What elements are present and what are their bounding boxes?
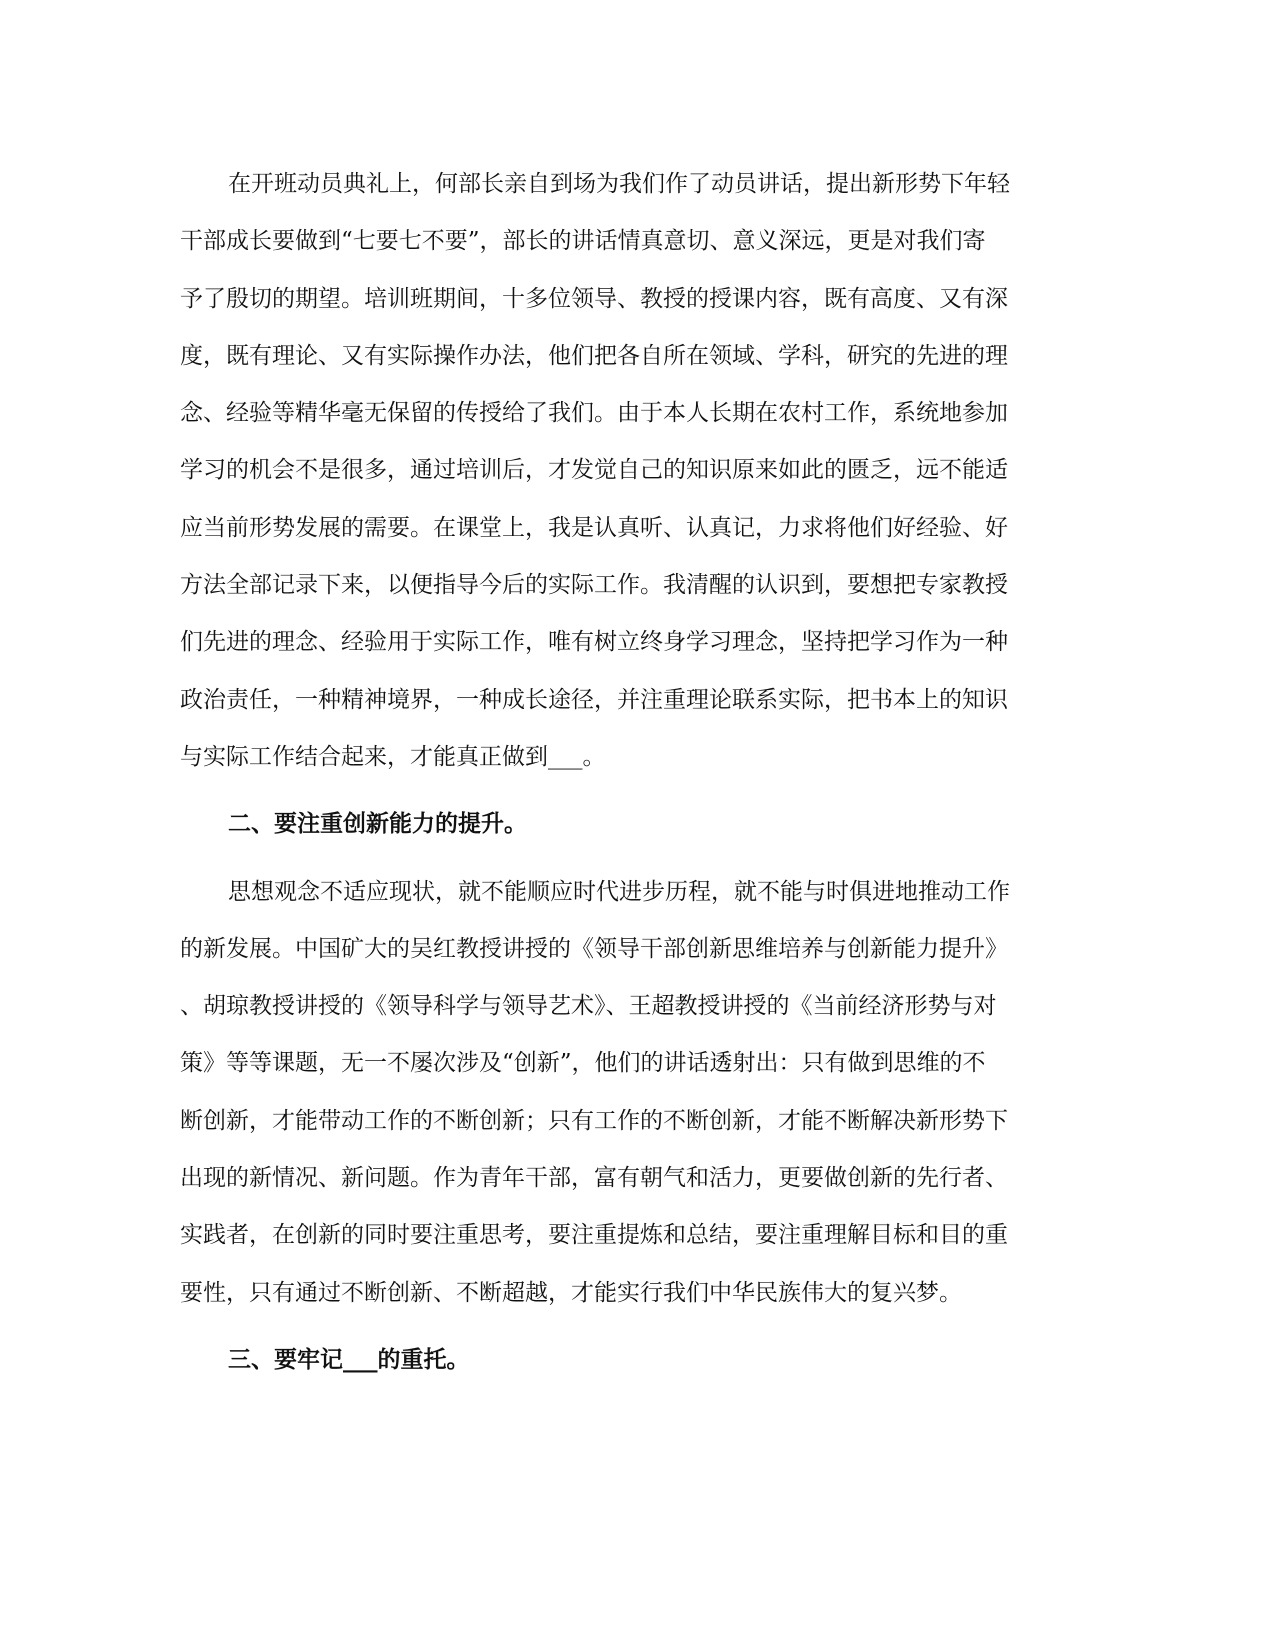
text-line: 思想观念不适应现状，就不能顺应时代进步历程，就不能与时俱进地推动工作 — [228, 878, 1010, 905]
text-line: 们先进的理念、经验用于实际工作，唯有树立终身学习理念，坚持把学习作为一种 — [180, 629, 1008, 656]
text-line: 断创新，才能带动工作的不断创新；只有工作的不断创新，才能不断解决新形势下 — [180, 1107, 1008, 1134]
text-line: 学习的机会不是很多，通过培训后，才发觉自己的知识原来如此的匮乏，远不能适 — [180, 457, 1008, 484]
text-line: 出现的新情况、新问题。作为青年干部，富有朝气和活力，更要做创新的先行者、 — [180, 1165, 1008, 1192]
text-line: 要性，只有通过不断创新、不断超越，才能实行我们中华民族伟大的复兴梦。 — [180, 1279, 962, 1306]
text-line: 、胡琼教授讲授的《领导科学与领导艺术》、王超教授讲授的《当前经济形势与对 — [180, 993, 997, 1020]
text-line: 策》等等课题，无一不屡次涉及“创新”，他们的讲话透射出：只有做到思维的不 — [180, 1050, 986, 1077]
text-line: 方法全部记录下来，以便指导今后的实际工作。我清醒的认识到，要想把专家教授 — [180, 572, 1008, 599]
text-line: 干部成长要做到“七要七不要”，部长的讲话情真意切、意义深远，更是对我们寄 — [180, 228, 986, 255]
text-line: 政治责任，一种精神境界，一种成长途径，并注重理论联系实际，把书本上的知识 — [180, 686, 1008, 713]
text-line: 予了殷切的期望。培训班期间，十多位领导、教授的授课内容，既有高度、又有深 — [180, 285, 1008, 312]
text-line: 应当前形势发展的需要。在课堂上，我是认真听、认真记，力求将他们好经验、好 — [180, 514, 1008, 541]
document-page — [180, 156, 1044, 1389]
text-line: 在开班动员典礼上，何部长亲自到场为我们作了动员讲话，提出新形势下年轻 — [228, 171, 1010, 197]
section-heading-innovation: 二、要注重创新能力的提升。 — [228, 811, 527, 838]
text-line: 的新发展。中国矿大的吴红教授讲授的《领导干部创新思维培养与创新能力提升》 — [180, 935, 1008, 962]
text-line: 念、经验等精华毫无保留的传授给了我们。由于本人长期在农村工作，系统地参加 — [180, 400, 1008, 427]
text-line: 实践者，在创新的同时要注重思考，要注重提炼和总结，要注重理解目标和目的重 — [180, 1222, 1008, 1249]
text-line: 与实际工作结合起来，才能真正做到___。 — [180, 743, 606, 770]
text-line: 度，既有理论、又有实际操作办法，他们把各自所在领域、学科，研究的先进的理 — [180, 342, 1008, 369]
paragraph-innovation — [180, 864, 1044, 1322]
section-heading-mission: 三、要牢记___的重托。 — [228, 1346, 470, 1373]
paragraph-training-reflection — [180, 156, 1044, 786]
